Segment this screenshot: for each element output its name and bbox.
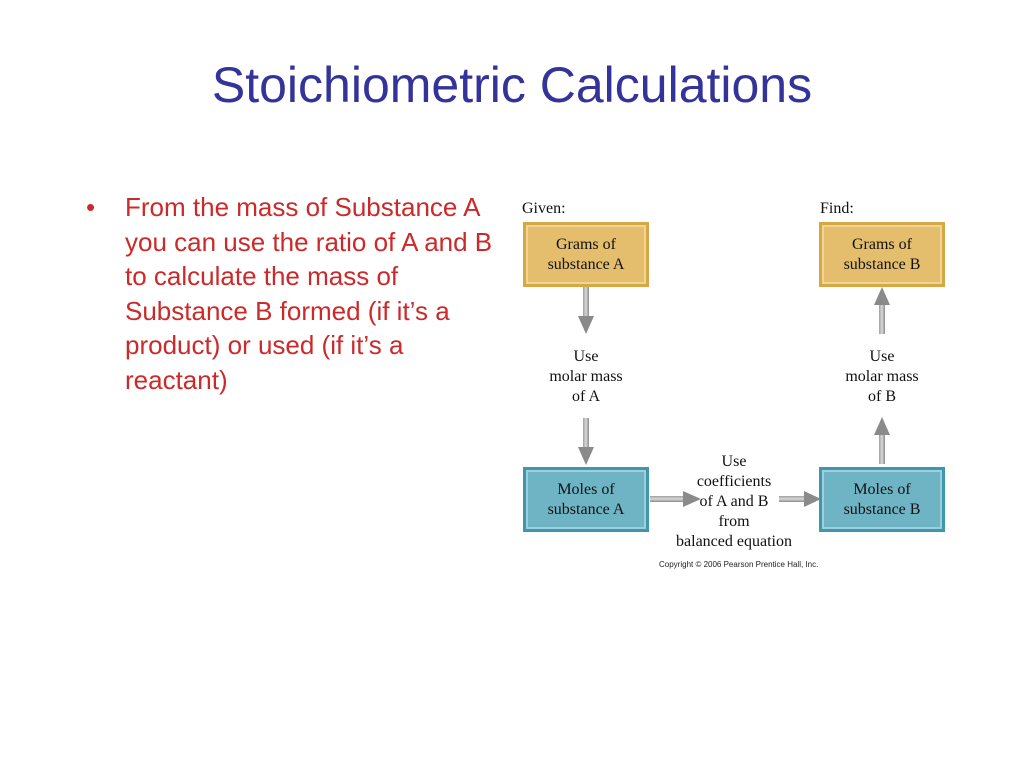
arrow-up-molar-mass-b: [874, 287, 890, 334]
grams-substance-a-box: Grams of substance A: [523, 222, 649, 287]
arrow-up-moles-b: [874, 417, 890, 464]
stoichiometry-flow-diagram: [514, 194, 954, 574]
arrow-down-molar-mass-a: [578, 418, 594, 465]
moles-substance-a-box: Moles of substance A: [523, 467, 649, 532]
bullet-text: From the mass of Substance A you can use the ratio of A and B to calculate the mass of Substance B formed (if it’s a product) or used (if it’s a reactant): [125, 192, 493, 395]
moles-substance-b-box: Moles of substance B: [819, 467, 945, 532]
given-label: Given:: [522, 200, 566, 217]
copyright-notice: Copyright © 2006 Pearson Prentice Hall, Inc.: [659, 560, 819, 569]
slide-title: Stoichiometric Calculations: [211, 57, 813, 113]
step-molar-mass-a: Use molar mass of A: [549, 348, 623, 405]
bullet-dot: •: [86, 192, 96, 222]
find-label: Find:: [820, 200, 854, 217]
grams-substance-b-box: Grams of substance B: [819, 222, 945, 287]
step-coefficients: Use coefficients of A and B from balanced equation: [676, 453, 792, 550]
step-molar-mass-b: Use molar mass of B: [845, 348, 919, 405]
arrow-down-grams-a: [578, 287, 594, 334]
